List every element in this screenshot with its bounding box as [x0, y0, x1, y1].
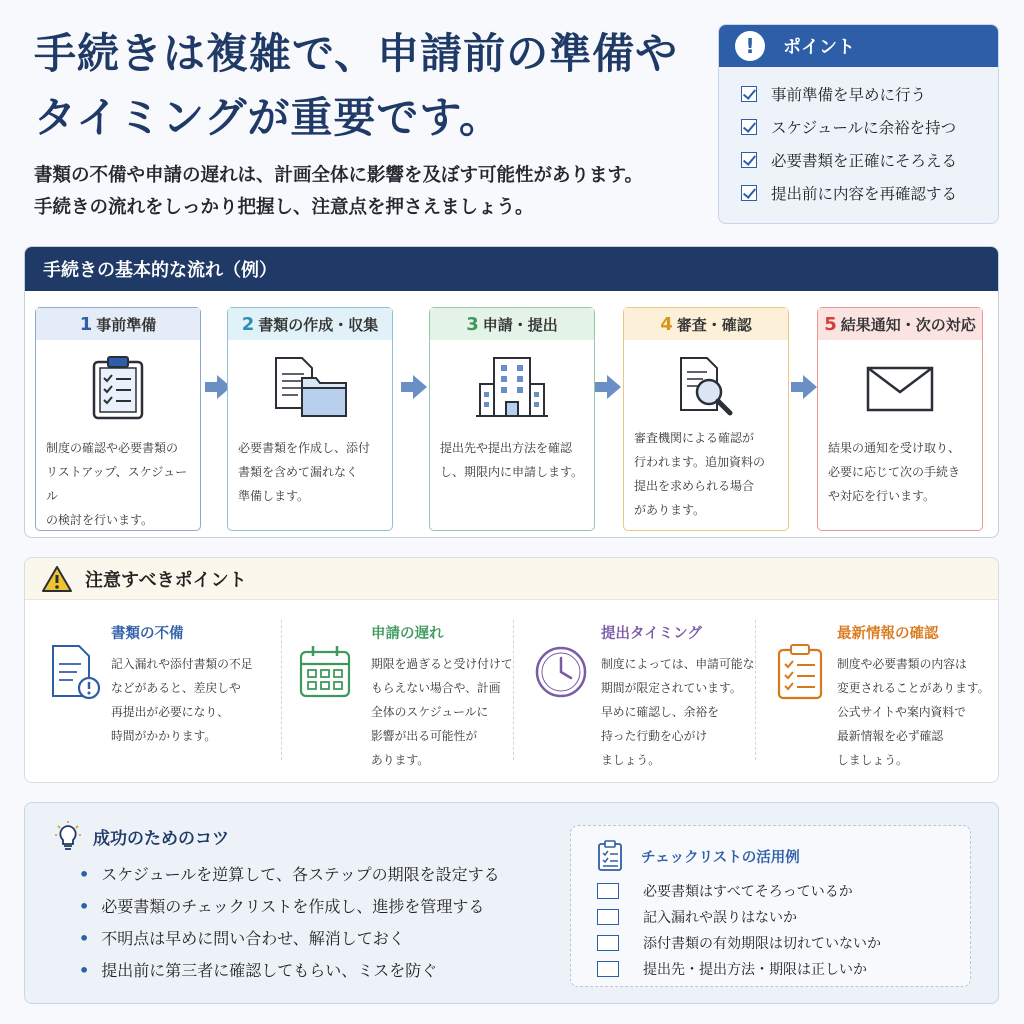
- step-number: 3: [466, 313, 479, 335]
- caution-item-title: 最新情報の確認: [837, 626, 939, 642]
- checklist-item-label: 記入漏れや誤りはないか: [643, 910, 797, 926]
- caution-text-line: 影響が出る可能性が: [371, 729, 478, 743]
- step-text-line: 制度の確認や必要書類の: [46, 441, 179, 455]
- checklist-item-label: 必要書類はすべてそろっているか: [643, 884, 853, 900]
- caution-section: [24, 557, 999, 783]
- step-description: [828, 436, 974, 508]
- step-label: 書類の作成・収集: [258, 315, 379, 334]
- arrow-right-icon: [595, 375, 621, 399]
- warning-icon: [41, 565, 73, 593]
- step-text-line: 書類を含めて漏れなく: [238, 465, 359, 479]
- step-number: 2: [241, 313, 255, 335]
- checklist-item: [597, 878, 881, 904]
- clock-icon: [531, 642, 591, 702]
- envelope-icon: [818, 354, 982, 424]
- flow-section: [24, 246, 999, 538]
- step-header: [624, 308, 788, 340]
- caution-text-line: 期限を過ぎると受け付けて: [371, 657, 513, 671]
- checkbox-empty-icon: [597, 909, 619, 925]
- caution-text-line: ましょう。: [601, 753, 660, 767]
- point-item: [741, 110, 998, 143]
- tips-list: [79, 859, 500, 987]
- checklist-title: チェックリストの活用例: [641, 849, 800, 866]
- step-text-line: 必要に応じて次の手続き: [828, 465, 961, 479]
- document-folder-icon: [228, 354, 392, 424]
- flow-step-3: [429, 307, 595, 531]
- step-header: [818, 308, 982, 340]
- caution-text-line: しましょう。: [837, 753, 908, 767]
- flow-step-2: [227, 307, 393, 531]
- checklist-item: [597, 904, 881, 930]
- checklist-item-label: 提出先・提出方法・期限は正しいか: [643, 962, 867, 978]
- checklist-icon: [597, 840, 623, 872]
- checklist-item: [597, 956, 881, 982]
- caution-text-line: あります。: [371, 753, 430, 767]
- checkbox-empty-icon: [597, 961, 619, 977]
- caution-text-line: 記入漏れや添付書類の不足: [111, 657, 253, 671]
- step-number: 1: [79, 313, 93, 335]
- document-warning-icon: [47, 642, 103, 702]
- caution-item-title: 申請の遅れ: [371, 626, 444, 642]
- step-label: 結果通知・次の対応: [840, 315, 976, 334]
- caution-text-line: 早めに確認し、余裕を: [601, 705, 719, 719]
- caution-item-text: [371, 652, 521, 772]
- caution-header: [25, 558, 998, 600]
- checklist-header: [597, 840, 800, 872]
- clipboard-checklist-icon: [36, 354, 200, 424]
- arrow-right-icon: [791, 375, 817, 399]
- step-text-line: 審査機関による確認が: [634, 431, 755, 445]
- flow-title: 手続きの基本的な流れ（例）: [25, 247, 998, 291]
- checkbox-checked-icon: [741, 86, 757, 102]
- step-text-line: し、期限内に申請します。: [440, 465, 584, 479]
- flow-step-4: [623, 307, 789, 531]
- checkbox-checked-icon: [741, 152, 757, 168]
- caution-item-late-application: [275, 618, 515, 768]
- checklist-item: [597, 930, 881, 956]
- step-description: [634, 426, 780, 522]
- point-item: [741, 143, 998, 176]
- tips-item: • 不明点は早めに問い合わせ、解消しておく: [79, 923, 500, 955]
- step-text-line: の検討を行います。: [46, 513, 154, 527]
- point-item-label: スケジュールに余裕を持つ: [771, 118, 957, 137]
- tips-header: [55, 821, 229, 851]
- checkbox-checked-icon: [741, 185, 757, 201]
- step-text-line: リストアップ、スケジュール: [46, 465, 188, 503]
- step-number: 5: [824, 313, 837, 335]
- exclamation-icon: !: [735, 31, 765, 61]
- caution-item-document-defect: [25, 618, 281, 768]
- checkbox-empty-icon: [597, 935, 619, 951]
- title-line-1: 手続きは複雑で、申請前の準備や: [34, 29, 679, 78]
- arrow-right-icon: [401, 375, 427, 399]
- caution-item-text: [601, 652, 761, 772]
- lead-line-1: 書類の不備や申請の遅れは、計画全体に影響を及ぼす可能性があります。: [34, 165, 644, 186]
- step-text-line: や対応を行います。: [828, 489, 936, 503]
- document-magnifier-icon: [624, 354, 788, 424]
- flow-step-5: [817, 307, 983, 531]
- checkbox-checked-icon: [741, 119, 757, 135]
- step-text-line: があります。: [634, 503, 706, 517]
- step-label: 審査・確認: [676, 315, 752, 334]
- checklist: [597, 878, 881, 982]
- point-header: [719, 25, 998, 67]
- checkbox-empty-icon: [597, 883, 619, 899]
- step-description: [440, 436, 586, 484]
- page-title: [34, 22, 704, 150]
- lead-line-2: 手続きの流れをしっかり把握し、注意点を押さえましょう。: [34, 197, 534, 218]
- caution-text-line: 持った行動を心がけ: [601, 729, 708, 743]
- caution-item-latest-info: [751, 618, 999, 768]
- caution-text-line: 期間が限定されています。: [601, 681, 742, 695]
- step-header: [228, 308, 392, 340]
- point-list: [719, 67, 998, 209]
- office-building-icon: [430, 354, 594, 424]
- tips-item: • 提出前に第三者に確認してもらい、ミスを防ぐ: [79, 955, 500, 987]
- step-header: [430, 308, 594, 340]
- flow-step-1: [35, 307, 201, 531]
- point-item-label: 提出前に内容を再確認する: [771, 184, 958, 203]
- step-text-line: 結果の通知を受け取り、: [828, 441, 961, 455]
- lightbulb-icon: [55, 821, 81, 851]
- caution-text-line: 再提出が必要になり、: [111, 705, 229, 719]
- caution-item-text: [837, 652, 997, 772]
- step-description: [46, 436, 192, 532]
- caution-text-line: もらえない場合や、計画: [371, 681, 501, 695]
- caution-item-submission-timing: [509, 618, 757, 768]
- checklist-box: [570, 825, 971, 987]
- step-label: 申請・提出: [482, 315, 558, 334]
- caution-text-line: 公式サイトや案内資料で: [837, 705, 966, 719]
- caution-item-text: [111, 652, 271, 748]
- point-item-label: 事前準備を早めに行う: [771, 85, 927, 104]
- step-text-line: 行われます。追加資料の: [634, 455, 766, 469]
- title-line-2: タイミングが重要です。: [34, 93, 502, 142]
- caution-title: 注意すべきポイント: [85, 569, 247, 591]
- checklist-item-label: 添付書類の有効期限は切れていないか: [643, 936, 881, 952]
- caution-text-line: 制度や必要書類の内容は: [837, 657, 967, 671]
- tips-section: [24, 802, 999, 1004]
- caution-text-line: 全体のスケジュールに: [371, 705, 489, 719]
- step-text-line: 必要書類を作成し、添付: [238, 441, 371, 455]
- point-item: [741, 77, 998, 110]
- step-number: 4: [660, 313, 673, 335]
- caution-item-title: 書類の不備: [111, 626, 184, 642]
- tips-title: 成功のためのコツ: [93, 828, 229, 849]
- step-label: 事前準備: [96, 315, 157, 334]
- tips-item: • 必要書類のチェックリストを作成し、進捗を管理する: [79, 891, 500, 923]
- caution-text-line: 時間がかかります。: [111, 729, 217, 743]
- point-item-label: 必要書類を正確にそろえる: [771, 151, 958, 170]
- lead-text: [34, 160, 704, 224]
- step-text-line: 提出先や提出方法を確認: [440, 441, 573, 455]
- point-title: ポイント: [783, 37, 855, 58]
- caution-text-line: 制度によっては、申請可能な: [601, 657, 755, 671]
- clipboard-list-icon: [773, 642, 829, 702]
- step-header: [36, 308, 200, 340]
- caution-text-line: 変更されることがあります。: [837, 681, 990, 695]
- calendar-icon: [297, 642, 353, 702]
- tips-item: • スケジュールを逆算して、各ステップの期限を設定する: [79, 859, 500, 891]
- caution-item-title: 提出タイミング: [601, 626, 702, 642]
- step-description: [238, 436, 384, 508]
- caution-text-line: 最新情報を必ず確認: [837, 729, 944, 743]
- step-text-line: 準備します。: [238, 489, 310, 503]
- point-item: [741, 176, 998, 209]
- point-box: [718, 24, 999, 224]
- caution-text-line: などがあると、差戻しや: [111, 681, 241, 695]
- step-text-line: 提出を求められる場合: [634, 479, 755, 493]
